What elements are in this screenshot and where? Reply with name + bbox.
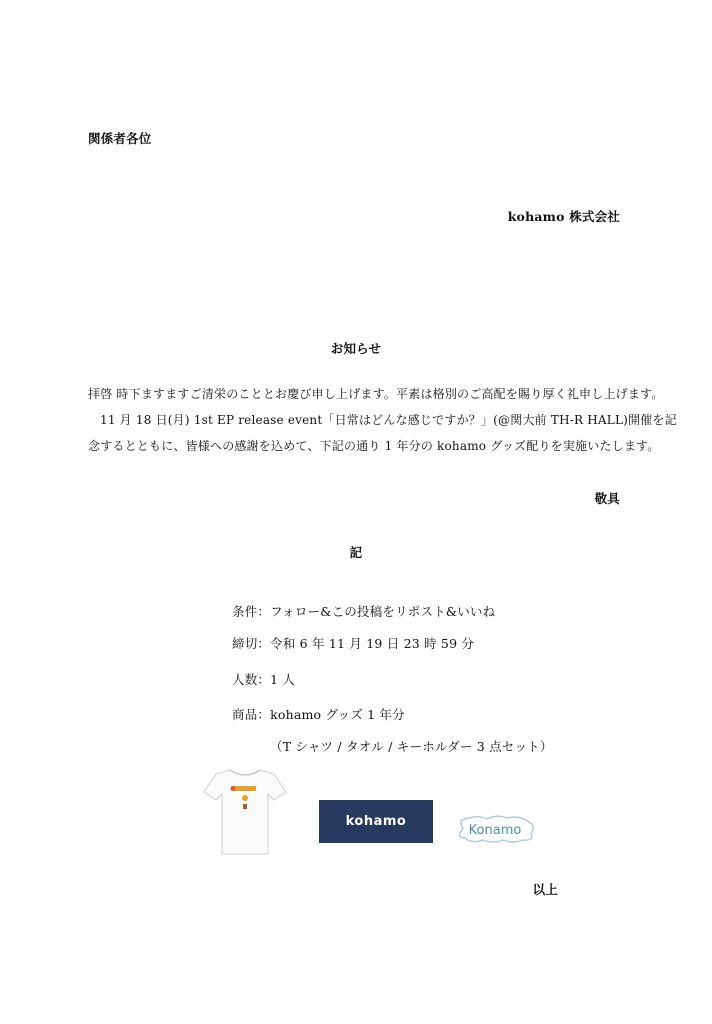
towel-image xyxy=(319,800,433,843)
closing-keigu: 敬具 xyxy=(594,491,620,506)
sender-company: kohamo 株式会社 xyxy=(507,209,620,224)
prize-line: 商品：kohamo グッズ 1 年分 xyxy=(232,707,405,722)
addressee: 関係者各位 xyxy=(88,131,152,146)
condition-line: 条件：フォロー&この投稿をリポスト&いいね xyxy=(232,604,496,619)
body-line-3: 念するとともに、皆様への感謝を込めて、下記の通り 1 年分の kohamo グッズ配りを実施いたします。 xyxy=(88,439,660,453)
body-line-1: 拝啓 時下ますますご清栄のこととお慶び申し上げます。平素は格別のご高配を賜り厚く礼申し上げます。 xyxy=(88,387,664,401)
closing-ijou: 以上 xyxy=(532,882,558,897)
towel-logo: kohamo xyxy=(345,814,407,829)
notice-heading: お知らせ xyxy=(330,341,382,356)
keyholder-logo: Konamo xyxy=(468,823,522,838)
tshirt-print-text xyxy=(234,786,256,791)
tshirt-image xyxy=(202,764,288,858)
ki-heading: 記 xyxy=(349,545,363,560)
body-line-2: 11 月 18 日(月) 1st EP release event「日常はどんな感じですか？」(@関大前 TH-R HALL)開催を記 xyxy=(100,413,677,427)
prize-detail-line: （T シャツ / タオル / キーホルダー 3 点セット） xyxy=(270,739,553,754)
keyholder-image xyxy=(453,813,537,845)
people-line: 人数：1 人 xyxy=(232,672,296,687)
deadline-line: 締切：令和 6 年 11 月 19 日 23 時 59 分 xyxy=(232,636,475,651)
tshirt-print-icon xyxy=(242,795,248,801)
